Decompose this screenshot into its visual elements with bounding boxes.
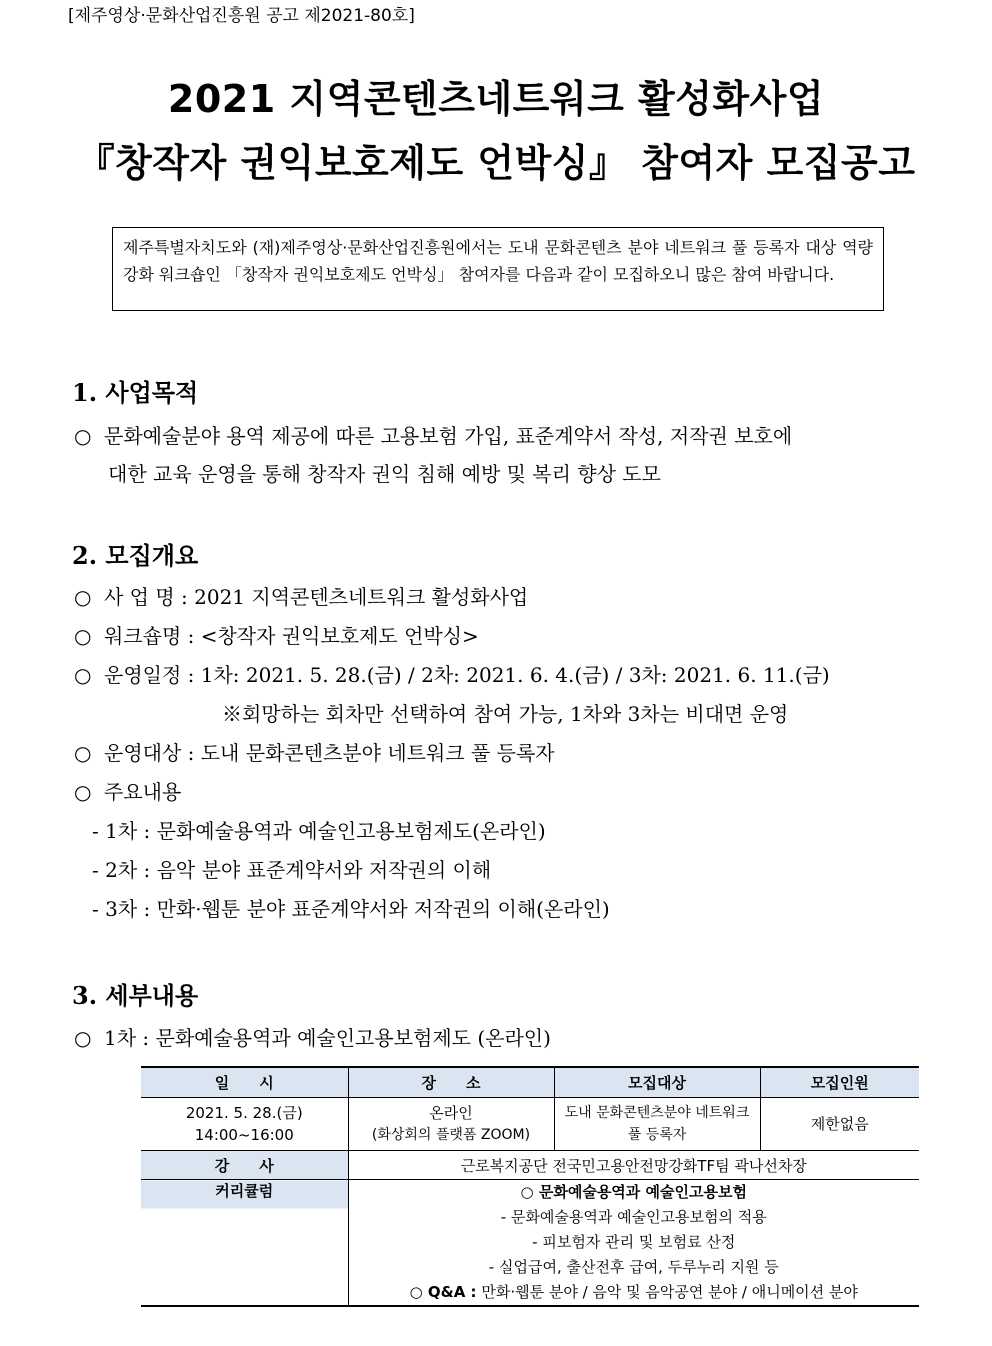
cell-place (348, 1098, 554, 1151)
overview-text: 사 업 명 : 2021 지역콘텐츠네트워크 활성화사업 (104, 585, 529, 609)
lecturer-row (141, 1151, 919, 1180)
overview-text: 주요내용 (104, 780, 182, 804)
intro-box: 제주특별자치도와 (재)제주영상·문화산업진흥원에서는 도내 문화콘텐츠 분야 네트워크 풀 등록자 대상 역량강화 워크숍인 「창작자 권익보호제도 언박싱」 참여자를 다음과 같이 모집하오니 많은 참여 바랍니다. (112, 227, 884, 311)
curriculum-title: ○ 문화예술용역과 예술인고용보험 (520, 1183, 747, 1201)
content-sub-item: - 2차 : 음악 분야 표준계약서와 저작권의 이해 (92, 858, 492, 882)
bullet-circle: ○ (74, 780, 92, 804)
place-text: 온라인 (429, 1104, 473, 1122)
curriculum-row (141, 1180, 919, 1307)
detail-table (141, 1066, 919, 1307)
curriculum-item: - 피보험자 관리 및 보험료 산정 (532, 1233, 736, 1251)
overview-item (74, 776, 181, 805)
table-header-row (141, 1067, 919, 1098)
curriculum-item: - 실업급여, 출산전후 급여, 두루누리 지원 등 (488, 1258, 779, 1276)
curriculum-value (348, 1180, 919, 1307)
overview-text: 운영대상 : 도내 문화콘텐츠분야 네트워크 풀 등록자 (104, 741, 555, 765)
detail-sub-text: 1차 : 문화예술용역과 예술인고용보험제도 (온라인) (104, 1026, 551, 1050)
lecturer-value: 근로복지공단 전국민고용안전망강화TF팀 곽나선차장 (348, 1151, 919, 1180)
section1-line2: 대한 교육 운영을 통해 창작자 권익 침해 예방 및 복리 향상 도모 (108, 462, 661, 486)
cell-date (141, 1098, 348, 1151)
page-title-line1: 2021 지역콘텐츠네트워크 활성화사업 (167, 77, 825, 121)
overview-text: 워크숍명 : <창작자 권익보호제도 언박싱> (104, 624, 479, 648)
header-count: 모집인원 (760, 1067, 919, 1098)
time-text: 14:00~16:00 (194, 1126, 294, 1144)
section1-line1 (74, 420, 792, 449)
curriculum-item: - 문화예술용역과 예술인고용보험의 적용 (500, 1208, 767, 1226)
schedule-note: ※회망하는 회차만 선택하여 참여 가능, 1차와 3차는 비대면 운영 (222, 702, 789, 726)
lecturer-label: 강 사 (141, 1151, 348, 1180)
header-date: 일 시 (141, 1067, 348, 1098)
section3-heading: 3. 세부내용 (72, 981, 199, 1010)
cell-count: 제한없음 (760, 1098, 919, 1151)
qa-line (349, 1280, 920, 1305)
qa-text: 만화·웹툰 분야 / 음악 및 음악공연 분야 / 애니메이션 분야 (481, 1283, 858, 1301)
date-text: 2021. 5. 28.(금) (185, 1104, 303, 1122)
header-place: 장 소 (348, 1067, 554, 1098)
bullet-circle: ○ (74, 424, 92, 448)
bullet-circle: ○ (74, 663, 92, 687)
notice-number: [제주영상·문화산업진흥원 공고 제2021-80호] (68, 6, 415, 26)
overview-item (74, 737, 555, 766)
bullet-circle: ○ (74, 1026, 92, 1050)
bullet-circle: ○ (74, 624, 92, 648)
detail-sub-heading (74, 1022, 551, 1051)
cell-target (554, 1098, 760, 1151)
overview-text: 운영일정 : 1차: 2021. 5. 28.(금) / 2차: 2021. 6. 4.(금) / 3차: 2021. 6. 11.(금) (104, 663, 830, 687)
overview-item (74, 659, 830, 688)
bullet-circle: ○ (74, 585, 92, 609)
qa-label: ○ Q&A : (409, 1283, 477, 1301)
overview-item (74, 620, 479, 649)
place-sub-text: (화상회의 플랫폼 ZOOM) (371, 1127, 531, 1143)
section2-heading: 2. 모집개요 (72, 541, 199, 570)
target-text2: 풀 등록자 (627, 1127, 687, 1143)
section1-text1: 문화예술분야 용역 제공에 따른 고용보험 가입, 표준계약서 작성, 저작권 보호에 (104, 424, 793, 448)
page-title-line2: 『창작자 권익보호제도 언박싱』 참여자 모집공고 (76, 141, 916, 185)
target-text: 도내 문화콘텐츠분야 네트워크 (564, 1105, 750, 1121)
table-row (141, 1098, 919, 1151)
bullet-circle: ○ (74, 741, 92, 765)
section1-heading: 1. 사업목적 (72, 378, 199, 407)
header-target: 모집대상 (554, 1067, 760, 1098)
content-sub-item: - 3차 : 만화·웹툰 분야 표준계약서와 저작권의 이해(온라인) (92, 897, 610, 921)
content-sub-item: - 1차 : 문화예술용역과 예술인고용보험제도(온라인) (92, 819, 546, 843)
overview-item (74, 581, 528, 610)
curriculum-label: 커리큘럼 (141, 1180, 348, 1307)
